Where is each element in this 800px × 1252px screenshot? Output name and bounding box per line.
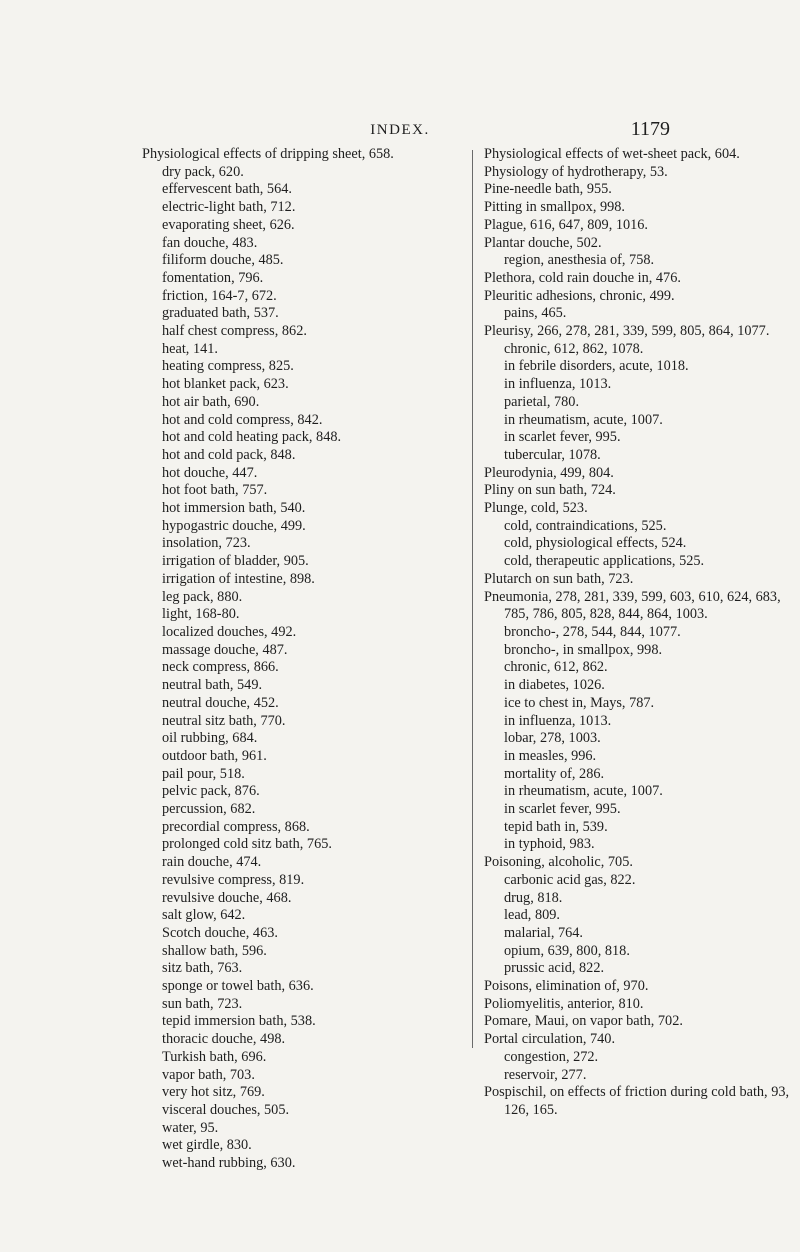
index-subentry: pail pour, 518.: [162, 765, 245, 782]
index-subentry: hot blanket pack, 623.: [162, 376, 289, 393]
index-subentry: neutral bath, 549.: [162, 677, 263, 694]
index-subentry: insolation, 723.: [162, 535, 251, 552]
index-entry: Poisons, elimination of, 970.: [484, 978, 649, 995]
index-entry: Pleurisy, 266, 278, 281, 339, 599, 805, 864, 1077.: [484, 323, 770, 340]
index-subentry: lead, 809.: [504, 907, 560, 924]
index-subentry: rain douche, 474.: [162, 854, 262, 871]
index-entry: Pitting in smallpox, 998.: [484, 199, 625, 216]
index-subentry: cold, contraindications, 525.: [504, 517, 667, 534]
index-subentry: precordial compress, 868.: [162, 818, 310, 835]
index-subentry: lobar, 278, 1003.: [504, 730, 601, 747]
index-subentry: in scarlet fever, 995.: [504, 801, 621, 818]
index-entry: Plutarch on sun bath, 723.: [484, 570, 634, 587]
index-subentry: tepid bath in, 539.: [504, 818, 608, 835]
index-subentry: hot douche, 447.: [162, 464, 258, 481]
index-subentry: light, 168-80.: [162, 606, 240, 623]
index-subentry: sun bath, 723.: [162, 995, 243, 1012]
index-subentry: graduated bath, 537.: [162, 305, 279, 322]
index-subentry: percussion, 682.: [162, 801, 256, 818]
index-subentry: neutral sitz bath, 770.: [162, 712, 286, 729]
index-subentry: effervescent bath, 564.: [162, 181, 292, 198]
index-subentry: in influenza, 1013.: [504, 712, 612, 729]
index-subentry: hot and cold compress, 842.: [162, 411, 323, 428]
index-subentry: revulsive compress, 819.: [162, 871, 305, 888]
index-subentry: half chest compress, 862.: [162, 323, 307, 340]
column-divider: [472, 150, 473, 1048]
index-subentry: revulsive douche, 468.: [162, 889, 292, 906]
index-subentry: localized douches, 492.: [162, 623, 297, 640]
index-subentry: vapor bath, 703.: [162, 1066, 255, 1083]
running-title: INDEX.: [370, 122, 430, 138]
index-subentry: in febrile disorders, acute, 1018.: [504, 358, 689, 375]
index-subentry: drug, 818.: [504, 889, 563, 906]
page-header: [0, 118, 800, 146]
index-subentry: pains, 465.: [504, 305, 567, 322]
index-entry: Pomare, Maui, on vapor bath, 702.: [484, 1013, 683, 1030]
index-subentry: in measles, 996.: [504, 747, 597, 764]
index-subentry: fan douche, 483.: [162, 234, 258, 251]
index-entry: Pospischil, on effects of friction during cold bath, 93, 126, 165.: [484, 1084, 790, 1118]
index-subentry: sitz bath, 763.: [162, 960, 243, 977]
index-entry: Physiological effects of dripping sheet, 658.: [142, 146, 394, 162]
index-entry: Portal circulation, 740.: [484, 1031, 616, 1048]
index-subentry: malarial, 764.: [504, 924, 584, 941]
index-subentry: pelvic pack, 876.: [162, 783, 260, 800]
index-subentry: region, anesthesia of, 758.: [504, 252, 655, 269]
index-entry: Plague, 616, 647, 809, 1016.: [484, 216, 649, 233]
index-subentry: heat, 141.: [162, 340, 218, 357]
index-subentry: hot immersion bath, 540.: [162, 500, 306, 517]
index-subentry: oil rubbing, 684.: [162, 730, 258, 747]
index-subentry: evaporating sheet, 626.: [162, 216, 295, 233]
index-subentry: leg pack, 880.: [162, 588, 243, 605]
index-subentry: hot foot bath, 757.: [162, 482, 268, 499]
index-column-left: [142, 146, 458, 1173]
index-subentry: in rheumatism, acute, 1007.: [504, 411, 663, 428]
index-subentry: carbonic acid gas, 822.: [504, 871, 636, 888]
index-subentry: irrigation of intestine, 898.: [162, 570, 315, 587]
index-subentry: reservoir, 277.: [504, 1066, 587, 1083]
index-subentry: chronic, 612, 862.: [504, 659, 608, 676]
index-entry: Pine-needle bath, 955.: [484, 181, 612, 198]
index-subentry: broncho-, in smallpox, 998.: [504, 641, 663, 658]
index-subentry: visceral douches, 505.: [162, 1101, 290, 1118]
index-subentry: salt glow, 642.: [162, 907, 246, 924]
index-subentry: tubercular, 1078.: [504, 446, 601, 463]
index-subentry: heating compress, 825.: [162, 358, 294, 375]
index-subentry: in influenza, 1013.: [504, 376, 612, 393]
index-subentry: hot and cold pack, 848.: [162, 446, 296, 463]
index-subentry: opium, 639, 800, 818.: [504, 942, 630, 959]
index-subentry: massage douche, 487.: [162, 641, 288, 658]
index-subentry: neck compress, 866.: [162, 659, 279, 676]
index-subentry: in typhoid, 983.: [504, 836, 595, 853]
index-subentry: very hot sitz, 769.: [162, 1084, 265, 1101]
index-entry: Pneumonia, 278, 281, 339, 599, 603, 610, 624, 683, 785, 786, 805, 828, 844, 864, 1003.: [484, 588, 781, 623]
index-subentry: hot air bath, 690.: [162, 393, 260, 410]
index-entry: Plethora, cold rain douche in, 476.: [484, 269, 681, 286]
index-subentry: shallow bath, 596.: [162, 942, 267, 959]
index-subentry: broncho-, 278, 544, 844, 1077.: [504, 623, 681, 640]
index-subentry: prolonged cold sitz bath, 765.: [162, 836, 332, 853]
index-entry: Physiological effects of wet-sheet pack, 604.: [484, 146, 740, 162]
index-entry: Physiology of hydrotherapy, 53.: [484, 163, 668, 180]
index-subentry: outdoor bath, 961.: [162, 747, 267, 764]
index-subentry: congestion, 272.: [504, 1048, 599, 1065]
index-subentry: in rheumatism, acute, 1007.: [504, 783, 663, 800]
index-subentry: prussic acid, 822.: [504, 960, 605, 977]
index-subentry: in scarlet fever, 995.: [504, 429, 621, 446]
index-entry: Pleuritic adhesions, chronic, 499.: [484, 287, 675, 304]
index-subentry: mortality of, 286.: [504, 765, 605, 782]
index-entry: Pleurodynia, 499, 804.: [484, 464, 614, 481]
index-subentry: Scotch douche, 463.: [162, 924, 278, 941]
index-subentry: friction, 164-7, 672.: [162, 287, 277, 304]
index-subentry: parietal, 780.: [504, 393, 580, 410]
index-subentry: cold, therapeutic applications, 525.: [504, 553, 705, 570]
page-number: 1179: [630, 118, 670, 140]
index-entry: Poisoning, alcoholic, 705.: [484, 854, 633, 871]
index-entry: Poliomyelitis, anterior, 810.: [484, 995, 644, 1012]
index-subentry: water, 95.: [162, 1119, 219, 1136]
index-subentry: hot and cold heating pack, 848.: [162, 429, 342, 446]
index-subentry: Turkish bath, 696.: [162, 1048, 267, 1065]
index-subentry: wet girdle, 830.: [162, 1137, 252, 1154]
index-subentry: hypogastric douche, 499.: [162, 517, 306, 534]
index-subentry: dry pack, 620.: [162, 163, 244, 180]
index-subentry: filiform douche, 485.: [162, 252, 284, 269]
index-subentry: cold, physiological effects, 524.: [504, 535, 687, 552]
index-subentry: in diabetes, 1026.: [504, 677, 605, 694]
index-entry: Plunge, cold, 523.: [484, 500, 588, 517]
index-subentry: thoracic douche, 498.: [162, 1031, 286, 1048]
index-subentry: electric-light bath, 712.: [162, 199, 296, 216]
index-subentry: ice to chest in, Mays, 787.: [504, 694, 655, 711]
index-subentry: fomentation, 796.: [162, 269, 264, 286]
index-entry: Plantar douche, 502.: [484, 234, 602, 251]
index-subentry: tepid immersion bath, 538.: [162, 1013, 316, 1030]
index-subentry: neutral douche, 452.: [162, 694, 279, 711]
index-column-right: [484, 146, 796, 1120]
index-entry: Pliny on sun bath, 724.: [484, 482, 616, 499]
index-subentry: chronic, 612, 862, 1078.: [504, 340, 644, 357]
index-subentry: irrigation of bladder, 905.: [162, 553, 309, 570]
index-subentry: wet-hand rubbing, 630.: [162, 1155, 296, 1172]
index-subentry: sponge or towel bath, 636.: [162, 978, 314, 995]
